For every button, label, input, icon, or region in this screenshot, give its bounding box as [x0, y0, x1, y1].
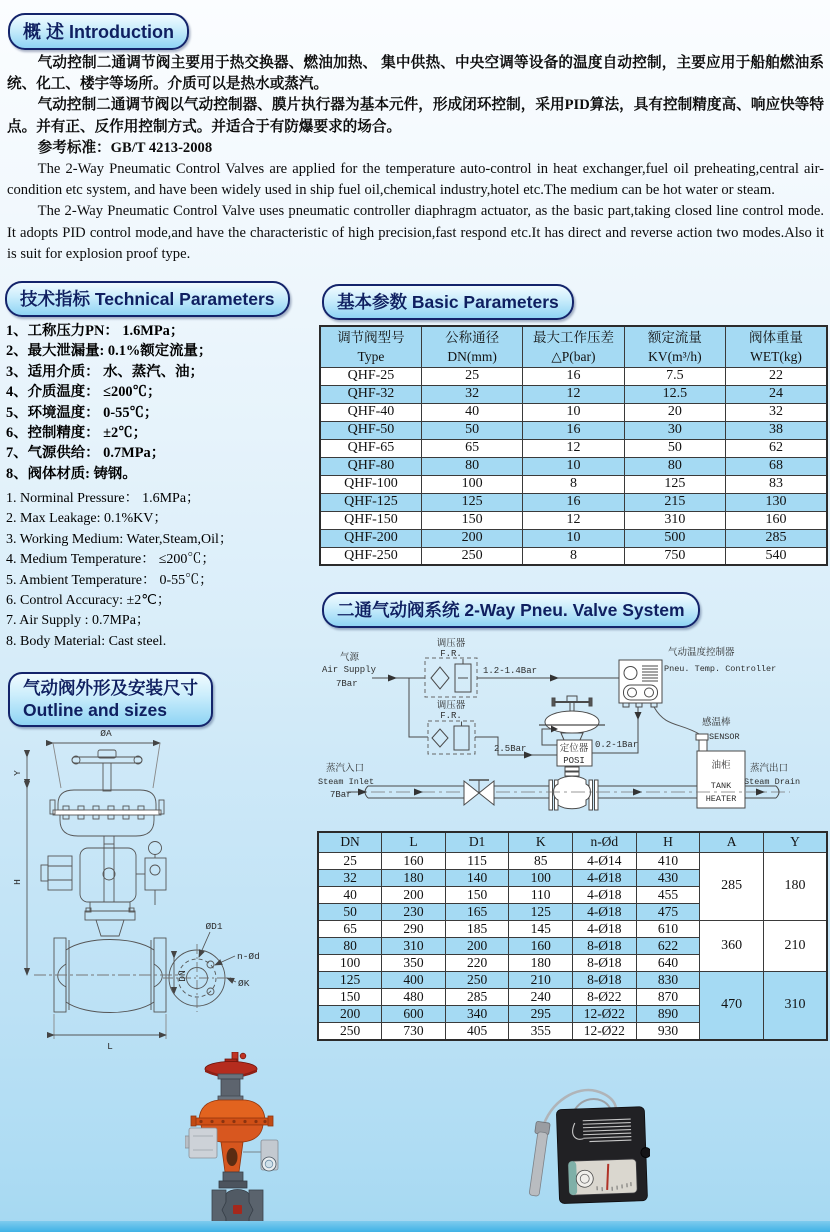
value-cell: 7.5: [624, 367, 725, 385]
dim-label-dn: DN: [177, 970, 188, 982]
dimension-header-row: [318, 832, 827, 852]
side-knob: [641, 1147, 650, 1157]
diagram-label-tank-en2: HEATER: [705, 794, 737, 804]
value-cell: 355: [509, 1022, 573, 1040]
value-cell: 4-Ø14: [573, 852, 637, 869]
value-cell: 40: [318, 886, 382, 903]
diagram-label-sensor-en: SENSOR: [709, 732, 740, 742]
dimension-row: [318, 971, 827, 988]
diagram-label-inlet-pressure: 7Bar: [330, 790, 352, 800]
flow-arrow-icon: [756, 789, 765, 796]
value-cell: 160: [382, 852, 446, 869]
valve-model-cell: QHF-40: [320, 403, 421, 421]
section-header-valve-system: [322, 592, 700, 628]
dim-label-oa: ØA: [100, 728, 112, 739]
valve-junction-box: [189, 1128, 217, 1158]
basic-parameters-row: [320, 457, 827, 475]
parameter-item: 4. Medium Temperature： ≤200℃；: [6, 552, 216, 568]
parameter-item: 1. Norminal Pressure： 1.6MPa；: [6, 491, 201, 506]
column-header: Y: [763, 832, 827, 852]
diagram-label-air-source-en: Air Supply: [322, 665, 377, 675]
diagram-label-positioner-cn: 定位器: [559, 743, 589, 754]
diagram-label-air-source-cn: 气源: [340, 652, 360, 663]
controller-box: [556, 1106, 650, 1203]
value-cell: 50: [624, 439, 725, 457]
value-cell: 65: [318, 920, 382, 937]
merged-value-cell: 310: [763, 971, 827, 1040]
value-cell: 285: [726, 529, 827, 547]
value-cell: 24: [726, 385, 827, 403]
value-cell: 80: [318, 937, 382, 954]
dim-label-ok: ØK: [238, 978, 250, 989]
basic-parameters-row: [320, 511, 827, 529]
value-cell: 16: [523, 421, 624, 439]
handwheel-drawing: [72, 750, 142, 791]
basic-parameters-table: [319, 325, 828, 566]
value-cell: 12: [523, 511, 624, 529]
value-cell: 622: [636, 937, 700, 954]
value-cell: 220: [445, 954, 509, 971]
diagram-label-tank-en1: TANK: [710, 781, 732, 791]
value-cell: 340: [445, 1005, 509, 1022]
temp-controller-photo: [520, 1082, 650, 1210]
value-cell: 68: [726, 457, 827, 475]
dimension-row: [318, 852, 827, 869]
column-header: D1: [445, 832, 509, 852]
value-cell: 8-Ø22: [573, 988, 637, 1005]
pneumatic-temp-controller-symbol: [619, 660, 662, 707]
column-header-kv: 额定流量 KV(m³/h): [624, 326, 725, 367]
section-title: 二通气动阀系统 2-Way Pneu. Valve System: [337, 600, 685, 620]
value-cell: 540: [726, 547, 827, 565]
column-header: L: [382, 832, 446, 852]
valve-system-diagram: [318, 634, 830, 834]
merged-value-cell: 360: [700, 920, 764, 971]
value-cell: 8: [523, 475, 624, 493]
value-cell: 20: [624, 403, 725, 421]
section-title-en: Outline and sizes: [23, 700, 167, 720]
value-cell: 85: [509, 852, 573, 869]
value-cell: 8-Ø18: [573, 937, 637, 954]
dim-label-nod: n-Ød: [237, 951, 260, 962]
value-cell: 4-Ø18: [573, 869, 637, 886]
value-cell: 100: [421, 475, 522, 493]
value-cell: 12.5: [624, 385, 725, 403]
parameter-item: 6. Control Accuracy: ±2℃；: [6, 593, 171, 609]
valve-model-cell: QHF-100: [320, 475, 421, 493]
column-header-wet: 阀体重量 WET(kg): [726, 326, 827, 367]
value-cell: 930: [636, 1022, 700, 1040]
diagram-label-pressure3: 0.2-1Bar: [595, 740, 639, 750]
diagram-label-pressure2: 2.5Bar: [494, 744, 527, 754]
value-cell: 200: [382, 886, 446, 903]
parameter-item: 2. Max Leakage: 0.1%KV；: [6, 511, 168, 527]
valve-model-cell: QHF-25: [320, 367, 421, 385]
valve-model-cell: QHF-125: [320, 493, 421, 511]
value-cell: 50: [318, 903, 382, 920]
basic-parameters-row: [320, 439, 827, 457]
merged-value-cell: 180: [763, 852, 827, 920]
value-cell: 215: [624, 493, 725, 511]
value-cell: 230: [382, 903, 446, 920]
valve-model-cell: QHF-32: [320, 385, 421, 403]
value-cell: 250: [421, 547, 522, 565]
value-cell: 8-Ø18: [573, 954, 637, 971]
section-title: 技术指标 Technical Parameters: [20, 289, 275, 309]
diagram-label-sensor-cn: 感温棒: [702, 717, 731, 728]
value-cell: 4-Ø18: [573, 886, 637, 903]
capillary-line: [654, 707, 701, 735]
parameter-item: 6、控制精度： ±2℃；: [6, 425, 148, 442]
valve-filter-regulator: [261, 1140, 278, 1171]
value-cell: 200: [318, 1005, 382, 1022]
section-title-cn: 气动阀外形及安装尺寸: [23, 678, 198, 698]
actuator-drawing: [50, 790, 164, 836]
controller-display: [568, 1159, 637, 1195]
value-cell: 310: [624, 511, 725, 529]
value-cell: 16: [523, 367, 624, 385]
parameter-item: 3、适用介质： 水、蒸汽、油；: [6, 363, 204, 380]
diagram-label-controller-cn: 气动温度控制器: [668, 647, 735, 658]
parameter-item: 8、阀体材质: 铸钢。: [6, 465, 137, 482]
value-cell: 4-Ø18: [573, 903, 637, 920]
section-header-outline: [8, 672, 213, 727]
basic-parameters-row: [320, 403, 827, 421]
basic-parameters-row: [320, 421, 827, 439]
diagram-label-regulator2-en: F.R.: [440, 711, 462, 721]
value-cell: 165: [445, 903, 509, 920]
parameter-item: 7. Air Supply : 0.7MPa；: [6, 613, 150, 629]
value-cell: 200: [445, 937, 509, 954]
parameter-item: 4、介质温度： ≤200℃；: [6, 384, 162, 401]
intro-paragraph-en-2: The 2-Way Pneumatic Control Valve uses pneumatic controller diaphragm actuator, as the basic part,taking closed line control mode. It adopts PID control mode,and have the characteristic of high precision,fast respond etc.It has direct and reverse action two modes.Also it is suit for explosion proof type.: [7, 203, 824, 262]
value-cell: 145: [509, 920, 573, 937]
value-cell: 430: [636, 869, 700, 886]
value-cell: 890: [636, 1005, 700, 1022]
value-cell: 285: [445, 988, 509, 1005]
section-header-technical-parameters: [5, 281, 290, 317]
value-cell: 12: [523, 439, 624, 457]
value-cell: 125: [624, 475, 725, 493]
value-cell: 80: [624, 457, 725, 475]
flow-arrow-icon: [414, 789, 423, 796]
value-cell: 100: [509, 869, 573, 886]
value-cell: 16: [523, 493, 624, 511]
introduction-text: [7, 53, 824, 265]
column-header-type: 调节阀型号 Type: [320, 326, 421, 367]
merged-value-cell: 285: [700, 852, 764, 920]
value-cell: 4-Ø18: [573, 920, 637, 937]
dim-label-l: L: [107, 1041, 113, 1052]
column-header-dp: 最大工作压差 △P(bar): [523, 326, 624, 367]
valve-outline-drawing: [8, 724, 308, 1056]
valve-model-cell: QHF-200: [320, 529, 421, 547]
value-cell: 295: [509, 1005, 573, 1022]
valve-column: [218, 1074, 243, 1101]
value-cell: 22: [726, 367, 827, 385]
valve-model-cell: QHF-250: [320, 547, 421, 565]
dim-label-y: Y: [12, 770, 23, 776]
value-cell: 180: [509, 954, 573, 971]
diagram-label-regulator1-cn: 调压器: [436, 638, 466, 649]
value-cell: 125: [318, 971, 382, 988]
column-header: DN: [318, 832, 382, 852]
column-header: n-Ød: [573, 832, 637, 852]
dim-label-od1: ØD1: [205, 921, 223, 932]
value-cell: 50: [421, 421, 522, 439]
section-title: 基本参数 Basic Parameters: [337, 292, 559, 312]
dimension-table: [317, 831, 828, 1041]
section-title: 概 述 Introduction: [23, 22, 174, 42]
parameter-item: 2、最大泄漏量: 0.1%额定流量；: [6, 343, 213, 360]
value-cell: 150: [445, 886, 509, 903]
parameter-item: 5. Ambient Temperature： 0-55℃；: [6, 572, 214, 588]
value-cell: 160: [509, 937, 573, 954]
valve-product-photo: [185, 1052, 290, 1232]
parameter-item: 7、气源供给： 0.7MPa；: [6, 445, 166, 462]
valve-body-drawing: [54, 902, 166, 1013]
value-cell: 200: [421, 529, 522, 547]
dim-label-h: H: [12, 879, 23, 885]
merged-value-cell: 210: [763, 920, 827, 971]
value-cell: 290: [382, 920, 446, 937]
value-cell: 30: [624, 421, 725, 439]
value-cell: 410: [636, 852, 700, 869]
basic-parameters-row: [320, 385, 827, 403]
flow-arrow-icon: [550, 675, 559, 682]
value-cell: 240: [509, 988, 573, 1005]
basic-parameters-row: [320, 367, 827, 385]
value-cell: 25: [421, 367, 522, 385]
value-cell: 80: [421, 457, 522, 475]
value-cell: 8-Ø18: [573, 971, 637, 988]
technical-parameters-list-cn: [6, 321, 320, 484]
value-cell: 160: [726, 511, 827, 529]
diagram-label-pressure1: 1.2-1.4Bar: [483, 666, 538, 676]
sensor-probe: [526, 1121, 550, 1196]
value-cell: 25: [318, 852, 382, 869]
intro-reference-standard: 参考标准：GB/T 4213-2008: [37, 139, 213, 156]
diagram-label-drain-cn: 蒸汽出口: [750, 763, 789, 774]
basic-parameters-row: [320, 475, 827, 493]
diagram-label-positioner-en: POSI: [563, 756, 585, 766]
value-cell: 40: [421, 403, 522, 421]
value-cell: 65: [421, 439, 522, 457]
column-header: A: [700, 832, 764, 852]
value-cell: 130: [726, 493, 827, 511]
diagram-label-tank-cn: 油柜: [711, 760, 731, 771]
value-cell: 125: [509, 903, 573, 920]
value-cell: 730: [382, 1022, 446, 1040]
flow-arrow-icon: [388, 675, 397, 682]
value-cell: 115: [445, 852, 509, 869]
value-cell: 455: [636, 886, 700, 903]
value-cell: 8: [523, 547, 624, 565]
valve-yoke: [221, 1142, 243, 1172]
intro-paragraph-cn-1: 气动控制二通调节阀主要用于热交换器、燃油加热、 集中供热、中央空调等设备的温度自动控制，主要应用于船舶燃油系统、化工、楼宇等场所。介质可以是热水或蒸汽。: [7, 55, 824, 93]
diagram-label-controller-en: Pneu. Temp. Controller: [664, 664, 777, 674]
diagram-label-regulator2-cn: 调压器: [436, 700, 466, 711]
column-header: H: [636, 832, 700, 852]
value-cell: 870: [636, 988, 700, 1005]
flow-arrow-icon: [635, 712, 642, 720]
value-cell: 750: [624, 547, 725, 565]
section-header-basic-parameters: [322, 284, 574, 320]
valve-model-cell: QHF-65: [320, 439, 421, 457]
value-cell: 100: [318, 954, 382, 971]
valve-model-cell: QHF-80: [320, 457, 421, 475]
value-cell: 32: [421, 385, 522, 403]
value-cell: 62: [726, 439, 827, 457]
value-cell: 150: [318, 988, 382, 1005]
parameter-item: 5、环境温度： 0-55℃；: [6, 404, 159, 421]
dimension-row: [318, 920, 827, 937]
diagram-label-drain-en: Steam Drain: [744, 777, 801, 787]
value-cell: 12-Ø22: [573, 1022, 637, 1040]
value-cell: 475: [636, 903, 700, 920]
value-cell: 480: [382, 988, 446, 1005]
value-cell: 83: [726, 475, 827, 493]
basic-parameters-row: [320, 493, 827, 511]
value-cell: 250: [318, 1022, 382, 1040]
value-cell: 32: [318, 869, 382, 886]
sensor-probe-symbol: [696, 734, 708, 740]
yoke-drawing: [41, 836, 166, 905]
diagram-label-inlet-en: Steam Inlet: [318, 777, 375, 787]
value-cell: 830: [636, 971, 700, 988]
value-cell: 10: [523, 403, 624, 421]
diagram-label-inlet-cn: 蒸汽入口: [326, 763, 365, 774]
parameter-item: 3. Working Medium: Water,Steam,Oil；: [6, 531, 233, 547]
value-cell: 610: [636, 920, 700, 937]
value-cell: 350: [382, 954, 446, 971]
value-cell: 180: [382, 869, 446, 886]
basic-parameters-row: [320, 529, 827, 547]
value-cell: 150: [421, 511, 522, 529]
value-cell: 10: [523, 457, 624, 475]
value-cell: 400: [382, 971, 446, 988]
flow-arrow-icon: [633, 789, 642, 796]
value-cell: 405: [445, 1022, 509, 1040]
value-cell: 32: [726, 403, 827, 421]
value-cell: 310: [382, 937, 446, 954]
intro-paragraph-cn-2: 气动控制二通调节阀以气动控制器、膜片执行器为基本元件，形成闭环控制，采用PID算法，具有控制精度高、响应快等特点。并有正、反作用控制方式。并适合于有防爆要求的场合。: [7, 97, 824, 135]
value-cell: 210: [509, 971, 573, 988]
value-cell: 500: [624, 529, 725, 547]
value-cell: 140: [445, 869, 509, 886]
valve-model-cell: QHF-50: [320, 421, 421, 439]
value-cell: 640: [636, 954, 700, 971]
basic-parameters-row: [320, 547, 827, 565]
value-cell: 12: [523, 385, 624, 403]
value-cell: 110: [509, 886, 573, 903]
merged-value-cell: 470: [700, 971, 764, 1040]
page-bottom-band: [0, 1221, 830, 1232]
value-cell: 125: [421, 493, 522, 511]
value-cell: 10: [523, 529, 624, 547]
column-header: K: [509, 832, 573, 852]
parameter-item: 1、工称压力PN： 1.6MPa；: [6, 323, 185, 339]
value-cell: 38: [726, 421, 827, 439]
value-cell: 600: [382, 1005, 446, 1022]
diagram-label-regulator1-en: F.R.: [440, 649, 462, 659]
section-header-introduction: [8, 13, 189, 50]
value-cell: 12-Ø22: [573, 1005, 637, 1022]
technical-parameters-list-en: [6, 489, 320, 652]
valve-model-cell: QHF-150: [320, 511, 421, 529]
intro-paragraph-en-1: The 2-Way Pneumatic Control Valves are applied for the temperature auto-control in heat exchanger,fuel oil preheating,central air-condition etc system, and have been widely used in ship fuel oil,chemical industry,hotel etc.The medium can be hot water or steam.: [7, 161, 824, 199]
manual-valve-symbol: [464, 780, 494, 805]
basic-parameters-header-row: [320, 326, 827, 367]
value-cell: 250: [445, 971, 509, 988]
column-header-dn: 公称通径 DN(mm): [421, 326, 522, 367]
diagram-label-air-pressure: 7Bar: [336, 679, 358, 689]
parameter-item: 8. Body Material: Cast steel.: [6, 633, 167, 649]
value-cell: 185: [445, 920, 509, 937]
